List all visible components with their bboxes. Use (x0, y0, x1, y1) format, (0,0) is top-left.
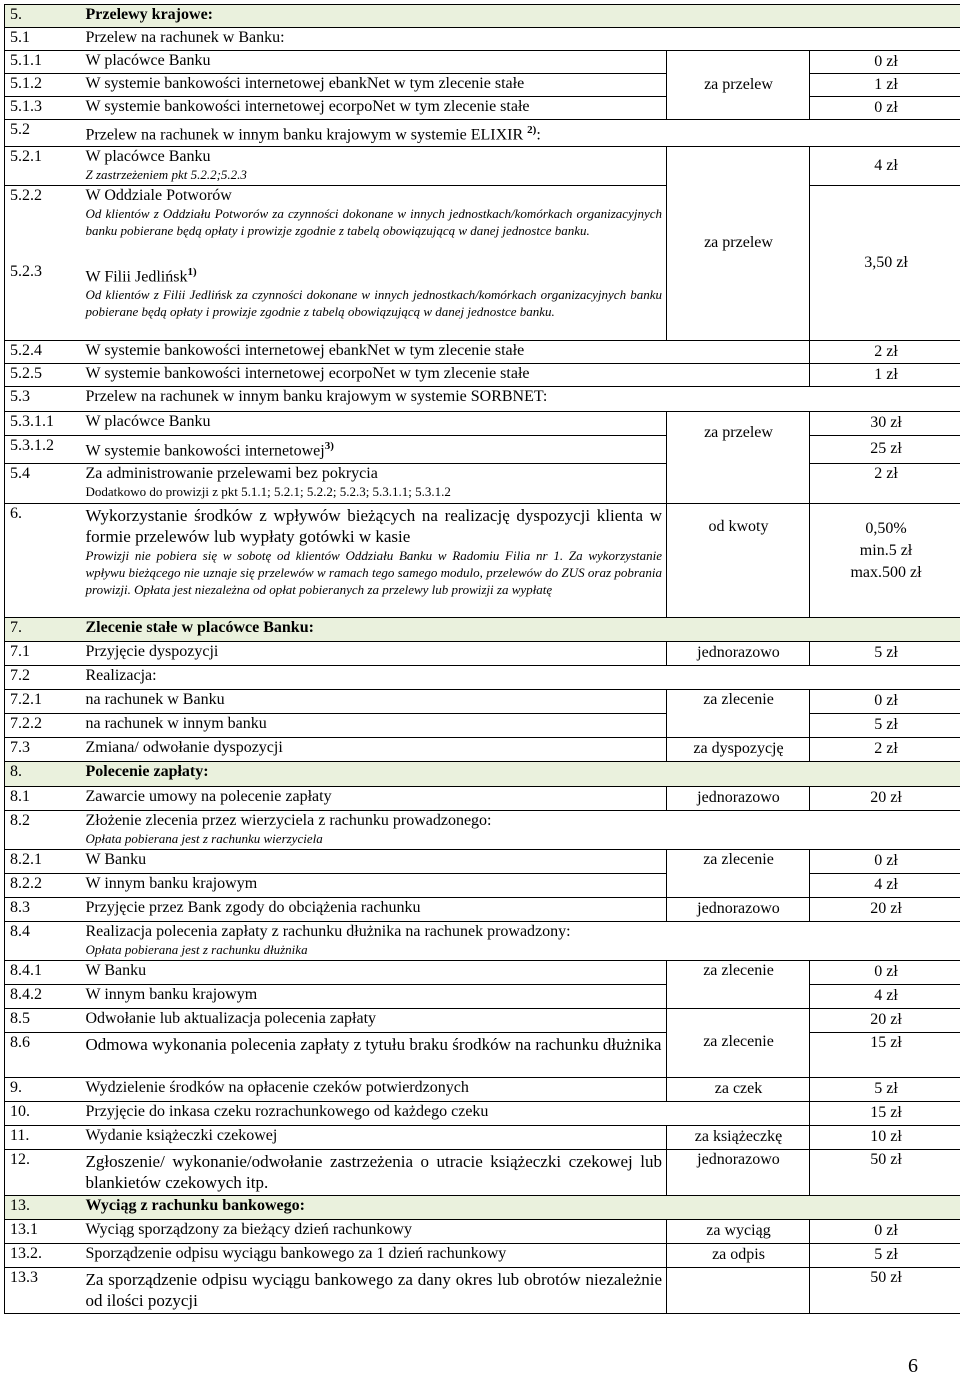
amount-max: max.500 zł (850, 563, 922, 581)
row-name: W systemie bankowości internetowej ebankNet w tym zlecenie stałe (81, 74, 667, 97)
table-row-7 (5, 617, 960, 641)
row-name: Za sporządzenie odpisu wyciągu bankowego za dany okres lub obrotów niezależnie od ilości pozycji (81, 1267, 667, 1313)
table-row-8-2-1 (5, 849, 960, 873)
row-amount: 20 zł (810, 1008, 960, 1032)
table-row-13 (5, 1195, 960, 1219)
row-code: 5.3.1.2 (5, 436, 81, 463)
row-unit: za zlecenie (667, 689, 810, 737)
table-row-12 (5, 1149, 960, 1195)
row-name: W systemie bankowości internetowej ecorpoNet w tym zlecenie stałe (81, 364, 810, 387)
table-row-5-4 (5, 463, 960, 503)
row-code: 5.3 (5, 387, 81, 412)
row-name (81, 120, 960, 147)
table-row-7-3 (5, 737, 960, 761)
row-unit: od kwoty (667, 503, 810, 617)
row-code: 7.1 (5, 641, 81, 665)
row-name-text: Realizacja polecenia zapłaty z rachunku dłużnika na rachunek prowadzony: (85, 922, 571, 940)
row-code: 8.2 (5, 810, 81, 849)
table-row-5-1-2 (5, 74, 960, 97)
row-unit: za zlecenie (667, 849, 810, 897)
table-row-5-1-3 (5, 97, 960, 120)
row-name: W systemie bankowości internetowej ecorpoNet w tym zlecenie stałe (81, 97, 667, 120)
table-row-5-2-4 (5, 341, 960, 364)
table-row-13-3 (5, 1267, 960, 1313)
row-name-tail: : (536, 126, 541, 144)
row-name: Polecenie zapłaty: (81, 761, 960, 786)
row-name-text: Złożenie zlecenia przez wierzyciela z rachunku prowadzonego: (85, 811, 492, 829)
amount-min: min.5 zł (859, 541, 913, 559)
row-name: Przelewy krajowe: (81, 5, 960, 28)
row-code: 7.3 (5, 737, 81, 761)
row-name: Przyjęcie dyspozycji (81, 641, 667, 665)
table-row-5-3-1-2 (5, 436, 960, 463)
table-row-8-4 (5, 921, 960, 960)
row-name-text: Za administrowanie przelewami bez pokrycia (85, 464, 378, 482)
row-code: 8.4.1 (5, 960, 81, 984)
row-code: 8.2.2 (5, 873, 81, 897)
row-note: Opłata pobierana jest z rachunku wierzyciela (85, 830, 323, 846)
row-amount: 1 zł (810, 74, 960, 97)
table-row-8-4-2 (5, 984, 960, 1008)
row-code: 5. (5, 5, 81, 28)
table-row-8-3 (5, 897, 960, 921)
table-row-5-3-1-1 (5, 412, 960, 436)
footnote-marker: 1) (187, 265, 197, 278)
row-code: 6. (5, 503, 81, 617)
row-code: 5.1.3 (5, 97, 81, 120)
row-unit: za dyspozycję (667, 737, 810, 761)
table-row-5 (5, 5, 960, 28)
row-amount: 15 zł (810, 1101, 960, 1125)
row-code: 5.2.2 (5, 186, 81, 262)
row-name-text: W Filii Jedlińsk (85, 268, 188, 286)
row-unit: za odpis (667, 1243, 810, 1267)
row-code: 9. (5, 1077, 81, 1101)
row-code: 5.2.1 (5, 147, 81, 186)
row-note: Z zastrzeżeniem pkt 5.2.2;5.2.3 (85, 167, 247, 183)
row-unit: za wyciąg (667, 1219, 810, 1243)
row-note: Od klientów z Filii Jedlińsk za czynności dokonane w innych jednostkach/komórkach organizacyjnych banku pobierane będą opłaty i prowizje zgodnie z tabelą obowiązującą w danej jednostce banku. (85, 287, 662, 320)
row-amount: 5 zł (810, 641, 960, 665)
row-amount: 30 zł (810, 412, 960, 436)
row-amount: 4 zł (810, 984, 960, 1008)
table-row-8-4-1 (5, 960, 960, 984)
row-code: 5.1.1 (5, 51, 81, 74)
table-row-5-1 (5, 28, 960, 51)
row-name: Zgłoszenie/ wykonanie/odwołanie zastrzeżenia o utracie książeczki czekowej lub blankietów czekowych itp. (81, 1149, 667, 1195)
row-amount: 5 zł (810, 713, 960, 737)
table-row-10 (5, 1101, 960, 1125)
footnote-marker: 2) (527, 124, 537, 136)
row-name: Sporządzenie odpisu wyciągu bankowego za 1 dzień rachunkowy (81, 1243, 667, 1267)
table-row-5-2-2 (5, 186, 960, 262)
row-name (81, 503, 667, 617)
row-name-text: W systemie bankowości internetowej (85, 442, 325, 460)
row-name (81, 810, 960, 849)
row-name: Odwołanie lub aktualizacja polecenia zapłaty (81, 1008, 667, 1032)
row-name: Wydanie książeczki czekowej (81, 1125, 667, 1149)
row-amount: 15 zł (810, 1032, 960, 1077)
row-name: W innym banku krajowym (81, 873, 667, 897)
row-name: Wydzielenie środków na opłacenie czeków potwierdzonych (81, 1077, 667, 1101)
row-amount: 20 zł (810, 897, 960, 921)
table-row-11 (5, 1125, 960, 1149)
row-code: 5.2 (5, 120, 81, 147)
row-name-text: Wykorzystanie środków z wpływów bieżących na realizację dyspozycji klienta w formie przelewów lub wypłaty gotówki w kasie (85, 505, 662, 546)
row-amount: 50 zł (810, 1149, 960, 1195)
row-amount: 2 zł (810, 341, 960, 364)
row-amount: 3,50 zł (810, 186, 960, 341)
row-name: W systemie bankowości internetowej ebankNet w tym zlecenie stałe (81, 341, 810, 364)
row-note: Prowizji nie pobiera się w sobotę od klientów Oddziału Banku w Radomiu Filia nr 1. Za wykorzystanie wpływu bieżącego nie uznaje się przelewów w ramach tego samego modulo, przelewów do ZUS oraz pobrania prowizji. Opłata jest niezależna od opłat pobieranych za przelewy lub prowizji za wypłatę (85, 547, 662, 597)
row-unit: za przelew (667, 147, 810, 341)
row-code: 5.2.3 (5, 262, 81, 341)
row-amount: 0 zł (810, 960, 960, 984)
row-amount: 0 zł (810, 1219, 960, 1243)
row-name: Zlecenie stałe w placówce Banku: (81, 617, 960, 641)
row-name: Realizacja: (81, 665, 960, 689)
row-amount: 50 zł (810, 1267, 960, 1313)
row-note: Od klientów z Oddziału Potworów za czynności dokonane w innych jednostkach/komórkach organizacyjnych banku pobierane będą opłaty i prowizje zgodnie z tabelą obowiązującą w danej jednostce banku. (85, 206, 662, 239)
row-name: W placówce Banku (81, 412, 667, 436)
table-row-13-1 (5, 1219, 960, 1243)
table-row-8-1 (5, 786, 960, 810)
table-row-8-5 (5, 1008, 960, 1032)
row-note: Opłata pobierana jest z rachunku dłużnika (85, 941, 308, 957)
row-amount: 0 zł (810, 97, 960, 120)
row-name: Odmowa wykonania polecenia zapłaty z tytułu braku środków na rachunku dłużnika (81, 1032, 667, 1077)
row-name: Wyciąg z rachunku bankowego: (81, 1195, 960, 1219)
row-amount: 0 zł (810, 51, 960, 74)
row-name (81, 262, 667, 341)
table-row-7-2-1 (5, 689, 960, 713)
row-name: Wyciąg sporządzony za bieżący dzień rachunkowy (81, 1219, 667, 1243)
row-code: 8.4 (5, 921, 81, 960)
row-unit (667, 1267, 810, 1313)
row-unit: jednorazowo (667, 786, 810, 810)
row-unit: jednorazowo (667, 1149, 810, 1195)
row-code: 8.1 (5, 786, 81, 810)
row-amount (810, 503, 960, 617)
row-code: 8. (5, 761, 81, 786)
row-name: na rachunek w Banku (81, 689, 667, 713)
row-unit (667, 412, 810, 503)
row-name (81, 147, 667, 186)
table-row-7-1 (5, 641, 960, 665)
table-row-6 (5, 503, 960, 617)
row-name (81, 463, 667, 503)
row-name: Przelew na rachunek w innym banku krajowym w systemie SORBNET: (81, 387, 960, 412)
row-amount: 25 zł (810, 436, 960, 463)
row-amount: 20 zł (810, 786, 960, 810)
row-name: W Banku (81, 849, 667, 873)
footnote-marker: 3) (324, 440, 334, 453)
row-note: Dodatkowo do prowizji z pkt 5.1.1; 5.2.1; 5.2.2; 5.2.3; 5.3.1.1; 5.3.1.2 (85, 483, 451, 499)
row-code: 7.2 (5, 665, 81, 689)
row-name: W Banku (81, 960, 667, 984)
table-row-13-2 (5, 1243, 960, 1267)
row-amount: 10 zł (810, 1125, 960, 1149)
table-row-5-1-1 (5, 51, 960, 74)
row-code: 5.1 (5, 28, 81, 51)
row-amount: 2 zł (810, 737, 960, 761)
page-number: 6 (908, 1355, 918, 1377)
row-unit-text: za przelew (704, 424, 773, 442)
table-row-8-6 (5, 1032, 960, 1077)
row-unit: za zlecenie (667, 1008, 810, 1077)
row-code: 8.3 (5, 897, 81, 921)
row-name: W innym banku krajowym (81, 984, 667, 1008)
row-code: 7. (5, 617, 81, 641)
row-name: na rachunek w innym banku (81, 713, 667, 737)
row-name: Przyjęcie przez Bank zgody do obciążenia rachunku (81, 897, 667, 921)
table-row-5-2-1 (5, 147, 960, 186)
table-row-8-2-2 (5, 873, 960, 897)
row-code: 5.2.5 (5, 364, 81, 387)
row-code: 13.2. (5, 1243, 81, 1267)
row-code: 12. (5, 1149, 81, 1195)
row-name: W placówce Banku (81, 51, 667, 74)
table-row-8-2 (5, 810, 960, 849)
table-row-5-3 (5, 387, 960, 412)
row-code: 7.2.1 (5, 689, 81, 713)
row-amount: 1 zł (810, 364, 960, 387)
row-unit: jednorazowo (667, 897, 810, 921)
row-amount: 4 zł (810, 873, 960, 897)
row-unit: za zlecenie (667, 960, 810, 1008)
row-code: 13.1 (5, 1219, 81, 1243)
row-name: Przelew na rachunek w Banku: (81, 28, 960, 51)
table-row-7-2-2 (5, 713, 960, 737)
row-amount: 0 zł (810, 849, 960, 873)
row-code: 8.6 (5, 1032, 81, 1077)
row-name-text: Przelew na rachunek w innym banku krajowym w systemie ELIXIR (85, 126, 524, 144)
table-row-8 (5, 761, 960, 786)
row-name: Zawarcie umowy na polecenie zapłaty (81, 786, 667, 810)
fee-table (4, 4, 960, 1314)
table-row-9 (5, 1077, 960, 1101)
row-amount: 0 zł (810, 689, 960, 713)
table-row-5-2 (5, 120, 960, 147)
row-name: Przyjęcie do inkasa czeku rozrachunkowego od każdego czeku (81, 1101, 810, 1125)
row-name (81, 921, 960, 960)
row-name-text: W placówce Banku (85, 148, 211, 166)
row-code: 13.3 (5, 1267, 81, 1313)
table-row-7-2 (5, 665, 960, 689)
row-amount: 4 zł (810, 147, 960, 186)
row-unit: za przelew (667, 51, 810, 120)
row-code: 10. (5, 1101, 81, 1125)
row-name (81, 186, 667, 262)
row-code: 5.1.2 (5, 74, 81, 97)
row-code: 5.2.4 (5, 341, 81, 364)
row-name: Zmiana/ odwołanie dyspozycji (81, 737, 667, 761)
row-unit: jednorazowo (667, 641, 810, 665)
row-amount: 2 zł (810, 463, 960, 503)
row-code: 11. (5, 1125, 81, 1149)
table-row-5-2-5 (5, 364, 960, 387)
row-unit: za książeczkę (667, 1125, 810, 1149)
row-unit: za czek (667, 1077, 810, 1101)
row-amount: 5 zł (810, 1077, 960, 1101)
row-name (81, 436, 667, 463)
row-code: 7.2.2 (5, 713, 81, 737)
row-amount: 5 zł (810, 1243, 960, 1267)
row-name-text: W Oddziale Potworów (85, 187, 232, 205)
row-code: 8.5 (5, 1008, 81, 1032)
row-code: 5.3.1.1 (5, 412, 81, 436)
row-code: 8.4.2 (5, 984, 81, 1008)
row-code: 13. (5, 1195, 81, 1219)
row-code: 8.2.1 (5, 849, 81, 873)
row-code: 5.4 (5, 463, 81, 503)
amount-rate: 0,50% (865, 519, 907, 537)
